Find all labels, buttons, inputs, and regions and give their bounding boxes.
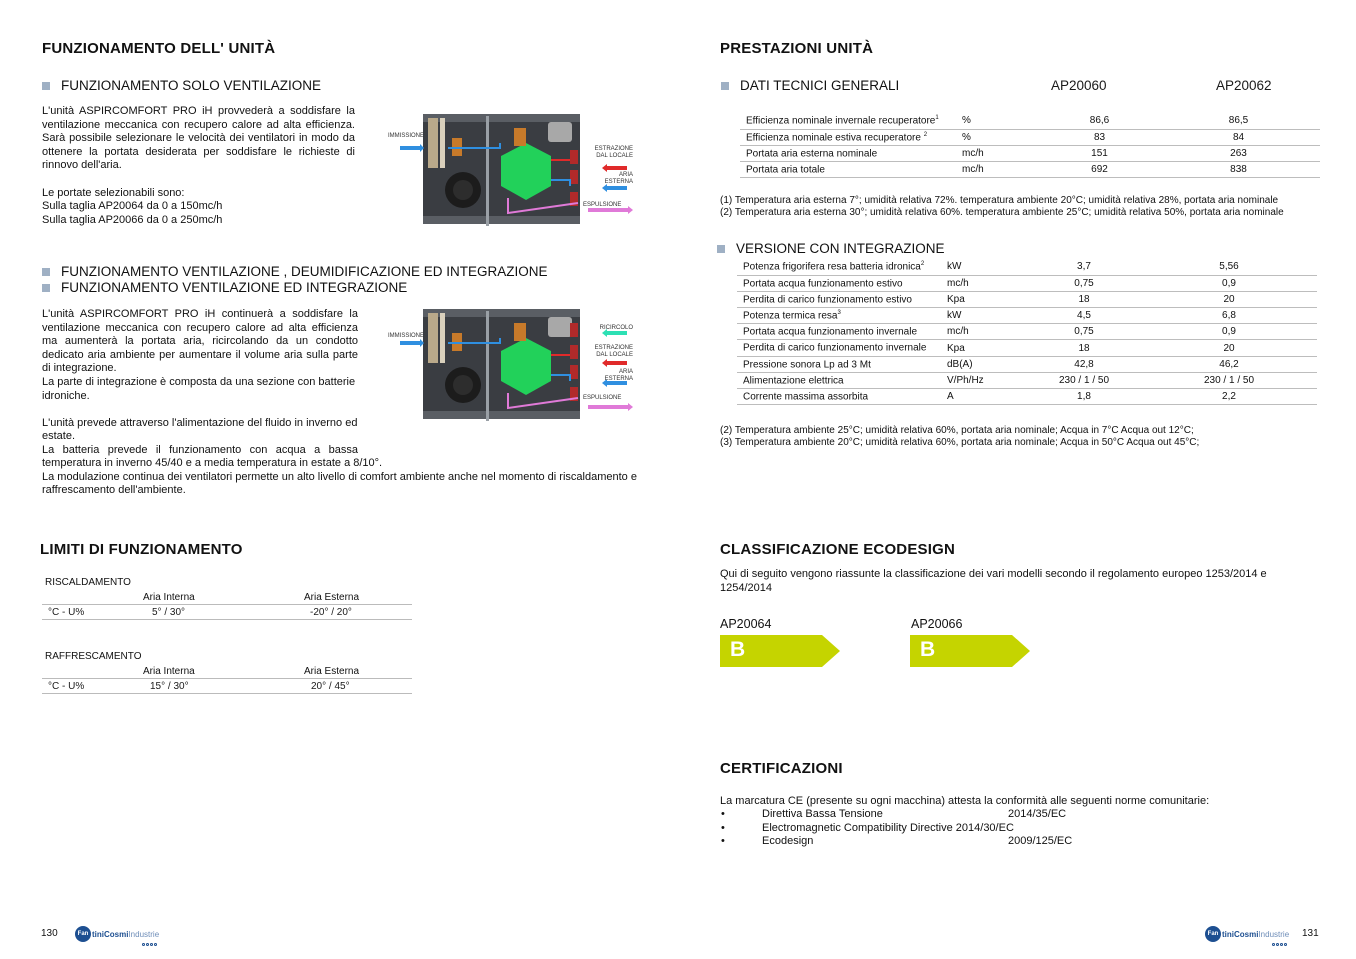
row-value-model-2: 46,2	[1141, 356, 1317, 372]
row-label	[740, 129, 962, 145]
logo-text	[92, 930, 159, 939]
flow-rate-ap20066: Sulla taglia AP20066 da 0 a 250mc/h	[42, 213, 223, 226]
row-value-model-1: 151	[1042, 145, 1157, 161]
integration-version-label: VERSIONE CON INTEGRAZIONE	[736, 241, 945, 256]
bullet-icon: •	[721, 821, 725, 834]
row-value-model-1: 86,6	[1042, 113, 1157, 129]
bullet-square-icon	[42, 82, 50, 90]
company-logo-left	[75, 925, 159, 943]
bullet-square-icon	[42, 268, 50, 276]
certification-item	[721, 835, 1141, 849]
integration-data-row	[737, 291, 1317, 307]
bullet-icon: •	[721, 808, 725, 820]
integration-description-wide	[42, 457, 642, 498]
section-heading-ventilazione	[42, 78, 321, 93]
unit-schematic-image	[388, 108, 638, 233]
logo-mark-icon: Fan	[75, 926, 91, 942]
heating-row-label: °C - U%	[48, 607, 85, 618]
row-label-text: Corrente massima assorbita	[743, 391, 869, 403]
row-unit: Kpa	[947, 340, 1027, 356]
row-unit: Kpa	[947, 291, 1027, 307]
row-label-text: Potenza frigorifera resa batteria idronica	[743, 261, 921, 273]
section-heading-deumidificazione	[42, 264, 548, 279]
cooling-col-interna: Aria Interna	[143, 666, 195, 677]
model-header-ap20062: AP20062	[1216, 78, 1272, 93]
row-label	[737, 356, 947, 372]
flow-rate-ap20064: Sulla taglia AP20064 da 0 a 150mc/h	[42, 200, 223, 213]
energy-class-label-ap20066	[910, 635, 1030, 667]
certifications-list	[721, 808, 1141, 849]
right-page-title: PRESTAZIONI UNITÀ	[720, 40, 874, 57]
integration-text-6: La modulazione continua dei ventilatori permette un alto livello di comfort ambiente anche nel momento di riscaldamento e raffrescamento dell'ambiente.	[42, 470, 637, 497]
row-value-model-2: 84	[1157, 129, 1320, 145]
certification-code: 2014/35/EC	[1008, 808, 1067, 820]
heating-col-esterna: Aria Esterna	[304, 592, 360, 603]
row-unit: kW	[947, 308, 1027, 324]
certification-name: Direttiva Bassa Tensione	[762, 808, 883, 820]
label-estrazione: ESTRAZIONE DAL LOCALE	[594, 345, 633, 358]
row-unit: V/Ph/Hz	[947, 372, 1027, 388]
row-label	[737, 324, 947, 340]
ecodesign-title: CLASSIFICAZIONE ECODESIGN	[720, 541, 956, 558]
label-espulsione: ESPULSIONE	[583, 395, 622, 401]
integration-note-3: (3) Temperatura ambiente 20°C; umidità relativa 60%, portata aria nominale; Acqua in 50°C Acqua out 45°C;	[720, 437, 1200, 448]
row-label	[737, 389, 947, 405]
row-unit: mc/h	[962, 145, 1042, 161]
logo-dots-icon	[1272, 943, 1287, 946]
row-value-model-2: 230 / 1 / 50	[1141, 372, 1317, 388]
row-value-model-1: 4,5	[1027, 308, 1141, 324]
row-value-model-2: 20	[1141, 340, 1317, 356]
integration-data-row	[737, 275, 1317, 291]
heating-esterna-value: -20° / 20°	[310, 607, 352, 618]
row-label	[740, 113, 962, 129]
model-header-ap20060: AP20060	[1051, 78, 1107, 93]
logo-suffix: Industrie	[1258, 929, 1290, 939]
bullet-icon: •	[721, 835, 725, 848]
footnote-ref: 2	[923, 131, 928, 138]
row-label	[737, 259, 947, 275]
label-aria-esterna: ARIA ESTERNA	[604, 172, 633, 185]
row-label-text: Portata acqua funzionamento invernale	[743, 326, 918, 338]
general-data-label: DATI TECNICI GENERALI	[740, 78, 900, 93]
row-label-text: Portata aria esterna nominale	[746, 148, 878, 160]
section-heading-integrazione	[42, 280, 407, 295]
footnote-ref: 1	[935, 115, 939, 122]
general-note-1: (1) Temperatura aria esterna 7°; umidità relativa 72%. temperatura ambiente 20°C; umidità relativa 28%, portata aria nominale	[720, 195, 1279, 206]
energy-class-letter: B	[730, 638, 746, 661]
label-immissione: IMMISSIONE	[388, 333, 425, 339]
limits-title: LIMITI DI FUNZIONAMENTO	[40, 541, 243, 558]
label-immissione: IMMISSIONE	[388, 133, 425, 139]
integration-data-row	[737, 259, 1317, 275]
row-label	[737, 340, 947, 356]
section-heading-label: FUNZIONAMENTO VENTILAZIONE ED INTEGRAZIONE	[61, 280, 408, 295]
section-heading-label: FUNZIONAMENTO VENTILAZIONE , DEUMIDIFICAZIONE ED INTEGRAZIONE	[61, 264, 548, 279]
row-label-text: Efficienza nominale invernale recuperatore	[746, 115, 936, 127]
row-label-text: Potenza termica resa	[743, 310, 838, 322]
row-label-text: Pressione sonora Lp ad 3 Mt	[743, 358, 871, 370]
section-heading-label: FUNZIONAMENTO SOLO VENTILAZIONE	[61, 78, 322, 93]
ventilation-text: L'unità ASPIRCOMFORT PRO iH provvederà a soddisfare la ventilazione meccanica con recupero calore ad alta efficienza. Sarà possibile selezionare le velocità dei ventilatori in modo da ottenere la portata desiderata per soddisfare le richieste di rinnovo dell'aria.	[42, 105, 355, 172]
row-value-model-2: 86,5	[1157, 113, 1320, 129]
integration-text-3: L'unità prevede attraverso l'alimentazione del fluido in inverno ed estate.	[42, 416, 358, 443]
general-data-row	[740, 129, 1320, 145]
page-number-right: 131	[1302, 928, 1319, 939]
row-label-text: Portata aria totale	[746, 164, 825, 176]
integration-data-row	[737, 356, 1317, 372]
row-value-model-1: 1,8	[1027, 389, 1141, 405]
flow-rates-intro: Le portate selezionabili sono:	[42, 186, 185, 199]
row-value-model-1: 692	[1042, 162, 1157, 178]
heating-interna-value: 5° / 30°	[152, 607, 186, 618]
certifications-title: CERTIFICAZIONI	[720, 760, 843, 777]
integration-description	[42, 308, 358, 458]
page-number-left: 130	[41, 928, 58, 939]
row-label	[740, 162, 962, 178]
logo-mark-icon: Fan	[1205, 926, 1221, 942]
unit-schematic-image	[388, 303, 638, 428]
certification-item	[721, 822, 1141, 836]
row-label-text: Perdita di carico funzionamento invernale	[743, 342, 927, 354]
row-unit: mc/h	[947, 324, 1027, 340]
integration-data-row	[737, 372, 1317, 388]
row-value-model-2: 838	[1157, 162, 1320, 178]
heating-label: RISCALDAMENTO	[45, 577, 131, 588]
label-ricircolo: RICIRCOLO	[599, 325, 633, 331]
row-unit: %	[962, 113, 1042, 129]
general-data-table	[740, 113, 1320, 178]
logo-brand: tiniCosmi	[92, 929, 129, 939]
row-unit: mc/h	[947, 275, 1027, 291]
row-value-model-1: 83	[1042, 129, 1157, 145]
bullet-square-icon	[717, 245, 725, 253]
row-unit: dB(A)	[947, 356, 1027, 372]
label-estrazione: ESTRAZIONE DAL LOCALE	[594, 146, 633, 159]
integration-data-row	[737, 324, 1317, 340]
energy-model-ap20066: AP20066	[911, 617, 963, 631]
integration-data-row	[737, 389, 1317, 405]
unit-diagram-ventilation	[388, 108, 638, 233]
general-data-heading	[721, 78, 899, 93]
row-label-text: Perdita di carico funzionamento estivo	[743, 294, 912, 306]
certification-code: 2009/125/EC	[1008, 835, 1073, 848]
row-value-model-1: 3,7	[1027, 259, 1141, 275]
row-value-model-2: 0,9	[1141, 275, 1317, 291]
left-page-title: FUNZIONAMENTO DELL' UNITÀ	[42, 40, 276, 57]
row-label	[737, 291, 947, 307]
bullet-square-icon	[42, 284, 50, 292]
general-data-row	[740, 145, 1320, 161]
integration-note-2: (2) Temperatura ambiente 25°C; umidità relativa 60%, portata aria nominale; Acqua in 7°C Acqua out 12°C;	[720, 425, 1194, 436]
logo-dots-icon	[142, 943, 157, 946]
cooling-label: RAFFRESCAMENTO	[45, 651, 142, 662]
certification-name: Ecodesign	[762, 835, 814, 848]
ventilation-description	[42, 105, 355, 227]
integration-data-table	[737, 259, 1317, 405]
ecodesign-text: Qui di seguito vengono riassunte la classificazione dei vari modelli secondo il regolamento europeo 1253/2014 e 1254/2014	[720, 568, 1267, 594]
unit-diagram-integration	[388, 303, 638, 428]
logo-suffix: Industrie	[128, 929, 160, 939]
integration-text-1: L'unità ASPIRCOMFORT PRO iH continuerà a soddisfare la ventilazione meccanica con recupero calore ad alta efficienza ma aumenterà la portata aria, ricircolando da un condotto dedicato aria ambiente per aumentare il volume aria sulla parte di integrazione.	[42, 308, 358, 375]
row-value-model-1: 0,75	[1027, 275, 1141, 291]
row-value-model-2: 6,8	[1141, 308, 1317, 324]
row-unit: A	[947, 389, 1027, 405]
row-value-model-1: 230 / 1 / 50	[1027, 372, 1141, 388]
energy-model-ap20064: AP20064	[720, 617, 772, 631]
footnote-ref: 3	[837, 309, 841, 316]
cooling-esterna-value: 20° / 45°	[311, 681, 350, 692]
certification-name: Electromagnetic Compatibility Directive 2014/30/EC	[762, 821, 1014, 834]
row-value-model-2: 263	[1157, 145, 1320, 161]
row-value-model-2: 2,2	[1141, 389, 1317, 405]
row-value-model-1: 42,8	[1027, 356, 1141, 372]
footnote-ref: 2	[920, 261, 925, 268]
row-label-text: Portata acqua funzionamento estivo	[743, 277, 903, 289]
row-value-model-1: 18	[1027, 340, 1141, 356]
row-value-model-1: 0,75	[1027, 324, 1141, 340]
cooling-interna-value: 15° / 30°	[150, 681, 189, 692]
integration-text-4: La batteria prevede il funzionamento con acqua a bassa	[42, 443, 358, 456]
row-value-model-1: 18	[1027, 291, 1141, 307]
row-value-model-2: 20	[1141, 291, 1317, 307]
bullet-square-icon	[721, 82, 729, 90]
row-unit: %	[962, 129, 1042, 145]
energy-class-letter: B	[920, 638, 936, 661]
cooling-row-label: °C - U%	[48, 681, 85, 692]
row-label-text: Efficienza nominale estiva recuperatore	[746, 131, 924, 143]
row-label	[737, 308, 947, 324]
certification-item	[721, 808, 1141, 822]
certifications-intro: La marcatura CE (presente su ogni macchina) attesta la conformità alle seguenti norme comunitarie:	[720, 795, 1210, 807]
row-label	[737, 275, 947, 291]
integration-data-row	[737, 308, 1317, 324]
integration-text-2: La parte di integrazione è composta da una sezione con batterie idroniche.	[42, 375, 356, 402]
cooling-limits-row	[42, 678, 412, 694]
general-data-row	[740, 113, 1320, 129]
row-unit: mc/h	[962, 162, 1042, 178]
heating-limits-row	[42, 604, 412, 620]
logo-brand: tiniCosmi	[1222, 929, 1259, 939]
energy-class-label-ap20064	[720, 635, 840, 667]
row-value-model-2: 0,9	[1141, 324, 1317, 340]
integration-data-row	[737, 340, 1317, 356]
integration-version-heading	[717, 241, 945, 256]
row-label	[740, 145, 962, 161]
label-aria-esterna: ARIA ESTERNA	[604, 369, 633, 382]
logo-text	[1222, 930, 1289, 939]
heating-col-interna: Aria Interna	[143, 592, 195, 603]
company-logo-right	[1205, 925, 1289, 943]
integration-text-5: temperatura in inverno 45/40 e a media temperatura in estate a 8/10°.	[42, 457, 383, 469]
row-unit: kW	[947, 259, 1027, 275]
row-value-model-2: 5,56	[1141, 259, 1317, 275]
row-label	[737, 372, 947, 388]
row-label-text: Alimentazione elettrica	[743, 375, 844, 387]
general-data-row	[740, 162, 1320, 178]
general-note-2: (2) Temperatura aria esterna 30°; umidità relativa 60%. temperatura ambiente 25°C; umidità relativa 50%, portata aria nominale	[720, 207, 1284, 218]
cooling-col-esterna: Aria Esterna	[304, 666, 360, 677]
label-espulsione: ESPULSIONE	[583, 202, 622, 208]
